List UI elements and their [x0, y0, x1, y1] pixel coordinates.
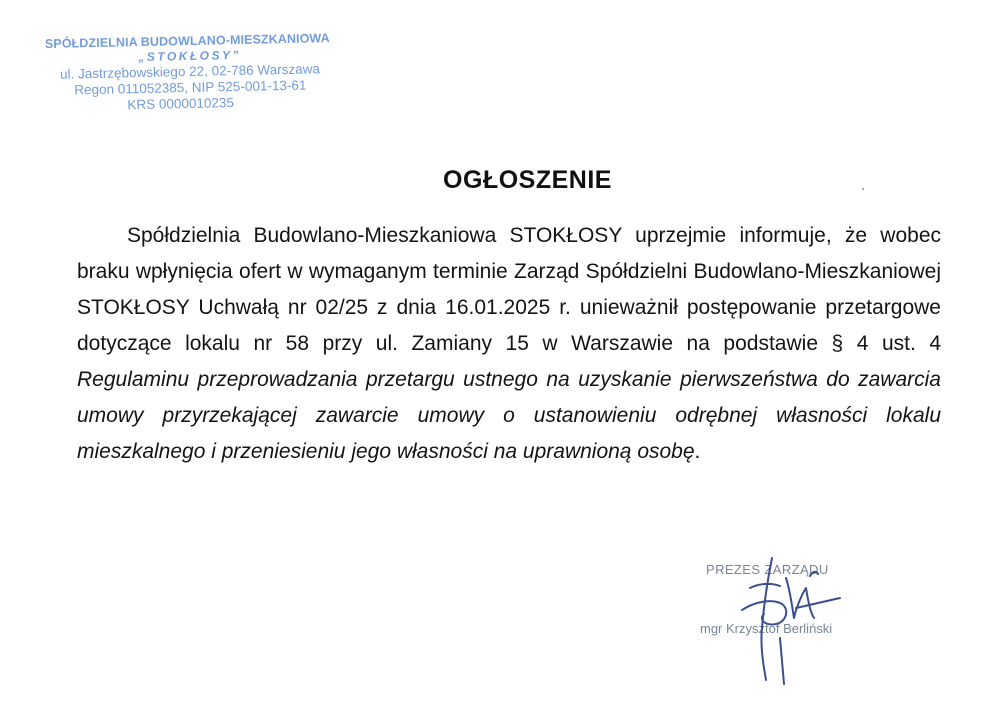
body-plain-text: Spółdzielnia Budowlano-Mieszkaniowa STOKŁOSY uprzejmie informuje, że wobec braku wpłynięcia ofert w wymaganym terminie Zarząd Spółdzielni Budowlano-Mieszkaniowej STOKŁOSY Uchwałą nr 02/25 z dnia 16.01.2025 r. unieważnił postępowanie przetargowe dotyczące lokalu nr 58 przy ul. Zamiany 15 w Warszawie na podstawie § 4 ust. 4 [77, 224, 941, 355]
stamp-line-name: SPÓŁDZIELNIA BUDOWLANO-MIESZKANIOWA [44, 31, 330, 52]
announcement-paragraph [77, 218, 941, 470]
body-italic-text: Regulaminu przeprowadzania przetargu ustnego na uzyskanie pierwszeństwa do zawarcia umowy przyrzekającej zawarcie umowy o ustanowieniu odrębnej własności lokalu mieszkalnego i przeniesieniu jego własności na uprawnioną osobę [77, 368, 941, 463]
stamp-line-brand: „STOKŁOSY” [138, 47, 242, 65]
cooperative-stamp [39, 31, 341, 114]
handwritten-signature [710, 548, 860, 693]
stamp-line-krs: KRS 0000010235 [127, 95, 235, 113]
document-title: OGŁOSZENIE [443, 166, 612, 194]
signature-name-stamp: mgr Krzysztof Berliński [700, 621, 833, 636]
stamp-line-regon-nip: Regon 011052385, NIP 525-001-13-61 [74, 77, 307, 98]
body-end-text: . [694, 440, 701, 463]
signature-block [690, 548, 880, 698]
stamp-line-address: ul. Jastrzębowskiego 22, 02-786 Warszawa [59, 61, 321, 82]
announcement-body [77, 218, 941, 470]
signature-role-stamp: PREZES ZARZĄDU [706, 562, 829, 577]
scan-speck [862, 188, 864, 190]
